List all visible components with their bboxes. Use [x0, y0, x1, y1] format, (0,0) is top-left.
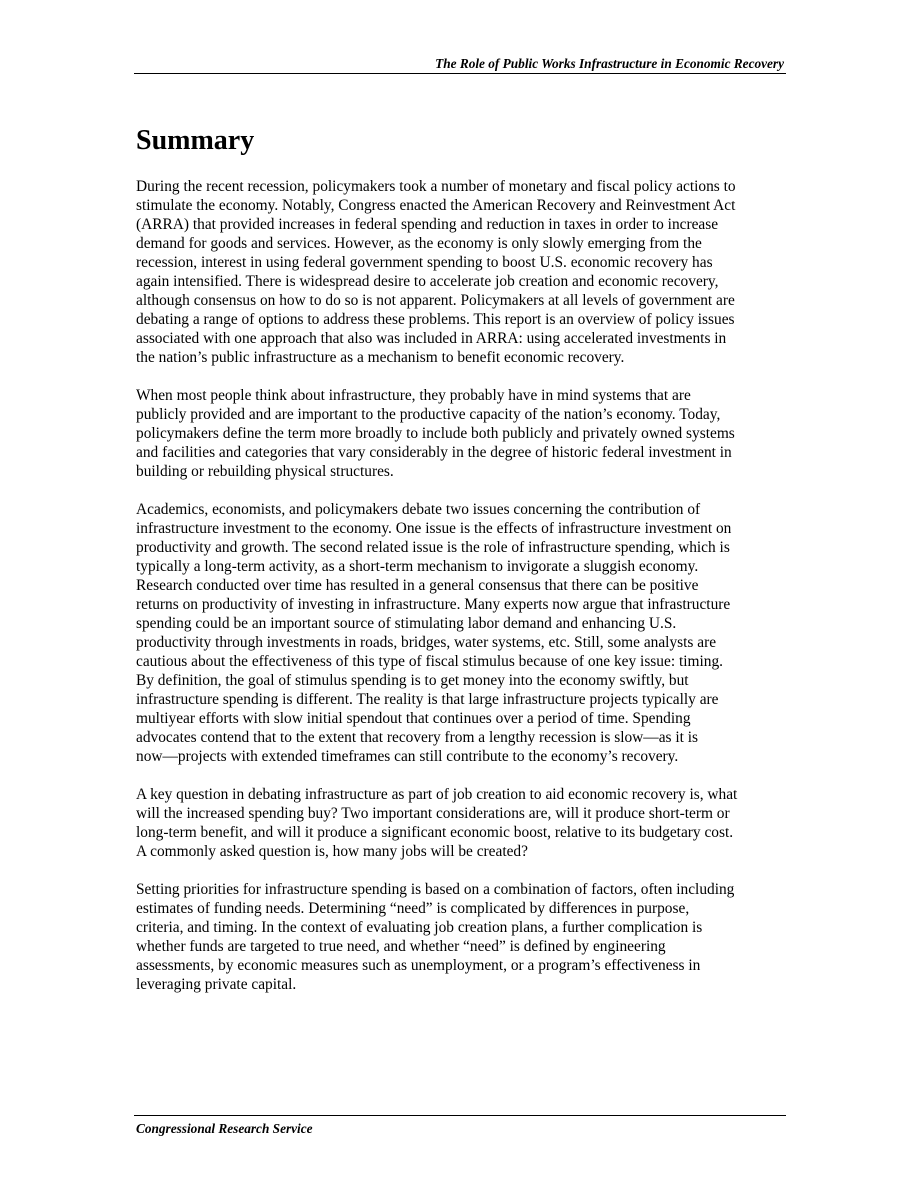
- text-line: Setting priorities for infrastructure spending is based on a combination of factors, often including: [136, 881, 735, 898]
- text-line: A commonly asked question is, how many jobs will be created?: [136, 843, 528, 860]
- paragraph: [136, 177, 788, 367]
- text-line: A key question in debating infrastructure as part of job creation to aid economic recovery is, what: [136, 786, 738, 803]
- paragraph: [136, 386, 788, 481]
- running-title: The Role of Public Works Infrastructure in Economic Recovery: [435, 56, 784, 71]
- text-line: although consensus on how to do so is not apparent. Policymakers at all levels of government are: [136, 292, 735, 309]
- text-line: leveraging private capital.: [136, 976, 297, 993]
- text-line: cautious about the effectiveness of this type of fiscal stimulus because of one key issue: timing.: [136, 653, 723, 670]
- text-line: productivity and growth. The second related issue is the role of infrastructure spending, which is: [136, 539, 730, 556]
- text-line: policymakers define the term more broadly to include both publicly and privately owned systems: [136, 425, 735, 442]
- section-heading: Summary: [136, 125, 255, 156]
- text-line: spending could be an important source of stimulating labor demand and enhancing U.S.: [136, 615, 677, 632]
- text-line: estimates of funding needs. Determining “need” is complicated by differences in purpose,: [136, 900, 690, 917]
- text-line: infrastructure spending is different. The reality is that large infrastructure projects typically are: [136, 691, 719, 708]
- text-line: multiyear efforts with slow initial spendout that continues over a period of time. Spending: [136, 710, 691, 727]
- text-line: long-term benefit, and will it produce a significant economic boost, relative to its budgetary cost.: [136, 824, 734, 841]
- paragraph: [136, 500, 788, 766]
- text-line: stimulate the economy. Notably, Congress enacted the American Recovery and Reinvestment Act: [136, 197, 736, 214]
- text-line: advocates contend that to the extent that recovery from a lengthy recession is slow—as it is: [136, 729, 699, 746]
- text-line: infrastructure investment to the economy. One issue is the effects of infrastructure investment on: [136, 520, 732, 537]
- text-line: When most people think about infrastructure, they probably have in mind systems that are: [136, 387, 691, 404]
- footer-source: Congressional Research Service: [136, 1121, 313, 1136]
- text-line: recession, interest in using federal government spending to boost U.S. economic recovery has: [136, 254, 713, 271]
- text-line: again intensified. There is widespread desire to accelerate job creation and economic recovery,: [136, 273, 719, 290]
- text-line: returns on productivity of investing in infrastructure. Many experts now argue that infrastructure: [136, 596, 731, 613]
- text-line: (ARRA) that provided increases in federal spending and reduction in taxes in order to increase: [136, 216, 719, 233]
- text-line: associated with one approach that also was included in ARRA: using accelerated investments in: [136, 330, 727, 347]
- text-line: assessments, by economic measures such as unemployment, or a program’s effectiveness in: [136, 957, 701, 974]
- paragraph: [136, 785, 788, 861]
- page-header: [134, 56, 786, 74]
- text-line: will the increased spending buy? Two important considerations are, will it produce short-term or: [136, 805, 730, 822]
- paragraph: [136, 880, 788, 994]
- text-line: debating a range of options to address these problems. This report is an overview of policy issues: [136, 311, 735, 328]
- summary-body: [136, 177, 788, 1013]
- text-line: demand for goods and services. However, as the economy is only slowly emerging from the: [136, 235, 702, 252]
- text-line: the nation’s public infrastructure as a mechanism to benefit economic recovery.: [136, 349, 625, 366]
- text-line: now—projects with extended timeframes can still contribute to the economy’s recovery.: [136, 748, 679, 765]
- text-line: By definition, the goal of stimulus spending is to get money into the economy swiftly, but: [136, 672, 689, 689]
- text-line: Academics, economists, and policymakers debate two issues concerning the contribution of: [136, 501, 701, 518]
- text-line: During the recent recession, policymakers took a number of monetary and fiscal policy actions to: [136, 178, 736, 195]
- text-line: Research conducted over time has resulted in a general consensus that there can be positive: [136, 577, 699, 594]
- text-line: whether funds are targeted to true need, and whether “need” is defined by engineering: [136, 938, 666, 955]
- text-line: publicly provided and are important to the productive capacity of the nation’s economy. Today,: [136, 406, 721, 423]
- text-line: criteria, and timing. In the context of evaluating job creation plans, a further complication is: [136, 919, 703, 936]
- text-line: typically a long-term activity, as a short-term mechanism to invigorate a sluggish economy.: [136, 558, 699, 575]
- text-line: building or rebuilding physical structures.: [136, 463, 394, 480]
- text-line: productivity through investments in roads, bridges, water systems, etc. Still, some analysts are: [136, 634, 717, 651]
- page-footer: [134, 1115, 786, 1136]
- text-line: and facilities and categories that vary considerably in the degree of historic federal investment in: [136, 444, 732, 461]
